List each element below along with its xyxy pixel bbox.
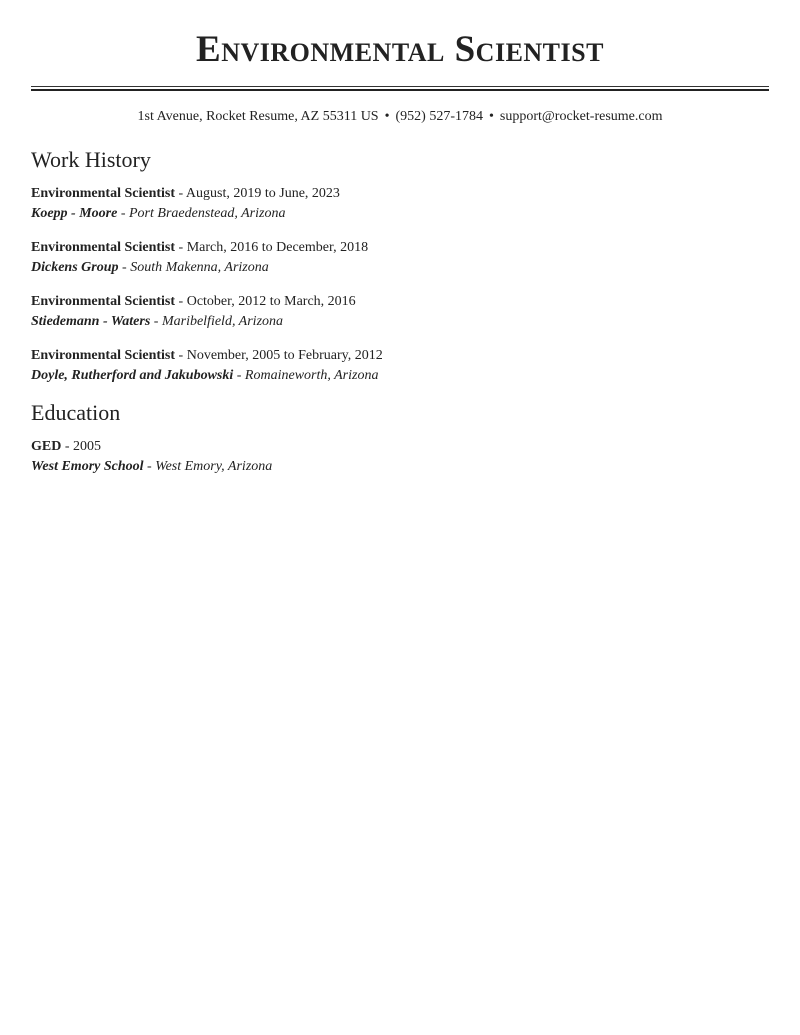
work-entry: [31, 238, 769, 278]
work-entry-dates: March, 2016 to December, 2018: [186, 240, 369, 255]
work-entry: [31, 184, 769, 224]
work-entry-role: Environmental Scientist: [31, 186, 176, 201]
work-entry-title-line: Environmental Scientist - August, 2019 to June, 2023: [31, 186, 340, 201]
contact-line: [31, 108, 769, 126]
education-entry-title-line: GED - 2005: [31, 439, 102, 454]
work-entry: [31, 346, 769, 386]
work-entry-dates: November, 2005 to February, 2012: [186, 348, 383, 363]
resume-title: Environmental Scientist: [196, 29, 604, 70]
education-entry-school-line: West Emory School - West Emory, Arizona: [31, 459, 273, 474]
work-entry-employer-line: Stiedemann - Waters - Maribelfield, Arizona: [31, 314, 284, 329]
education-heading: Education: [31, 400, 121, 425]
contact-separator: •: [384, 109, 390, 124]
title-divider: [31, 86, 769, 91]
work-entry-location: South Makenna, Arizona: [130, 260, 269, 275]
education-entry-degree: GED: [31, 439, 62, 454]
education-entry-school: West Emory School: [31, 459, 144, 474]
work-entry-role: Environmental Scientist: [31, 294, 176, 309]
work-entry-title-line: Environmental Scientist - March, 2016 to December, 2018: [31, 240, 369, 255]
work-entry-employer-line: Doyle, Rutherford and Jakubowski - Romaineworth, Arizona: [31, 368, 379, 383]
work-entry-role: Environmental Scientist: [31, 348, 176, 363]
work-entry-employer: Stiedemann - Waters: [31, 314, 151, 329]
work-history-heading: Work History: [31, 147, 151, 172]
education-entry-location: West Emory, Arizona: [155, 459, 273, 474]
work-entry-dates: October, 2012 to March, 2016: [186, 294, 356, 309]
work-entry-dates: August, 2019 to June, 2023: [185, 186, 340, 201]
contact-phone: (952) 527-1784: [395, 109, 483, 124]
education-entry: [31, 437, 769, 477]
contact-email: support@rocket-resume.com: [499, 109, 663, 124]
education-entry-year: 2005: [73, 439, 102, 454]
contact-separator: •: [489, 109, 494, 124]
work-entry-employer: Dickens Group: [31, 260, 119, 275]
work-entry-location: Maribelfield, Arizona: [161, 314, 284, 329]
work-entry-employer-line: Koepp - Moore - Port Braedenstead, Arizona: [31, 206, 286, 221]
work-entry-location: Port Braedenstead, Arizona: [129, 206, 286, 221]
work-entry-role: Environmental Scientist: [31, 240, 176, 255]
work-entry-title-line: Environmental Scientist - October, 2012 to March, 2016: [31, 294, 356, 309]
work-entry-title-line: Environmental Scientist - November, 2005 to February, 2012: [31, 348, 383, 363]
contact-address: 1st Avenue, Rocket Resume, AZ 55311 US: [137, 109, 379, 124]
work-entry-employer: Koepp - Moore: [31, 206, 118, 221]
work-entry-location: Romaineworth, Arizona: [244, 368, 379, 383]
work-entry-employer-line: Dickens Group - South Makenna, Arizona: [31, 260, 269, 275]
work-entry-employer: Doyle, Rutherford and Jakubowski: [31, 368, 234, 383]
work-entry: [31, 292, 769, 332]
